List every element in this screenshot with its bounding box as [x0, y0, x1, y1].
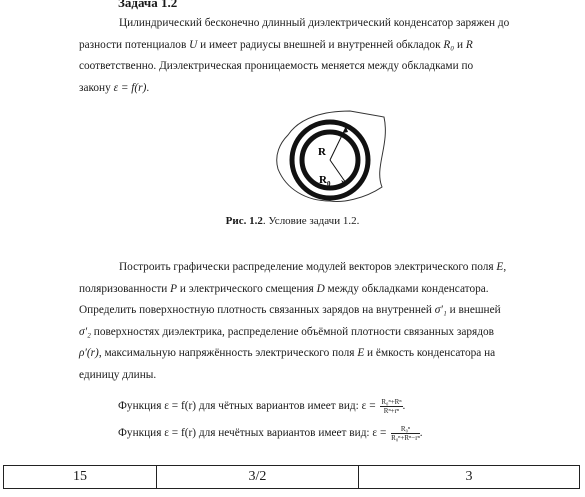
table-cell-n: 3 — [465, 469, 473, 484]
problem-title: Задача 1.2 — [118, 0, 178, 10]
problem-statement: Цилиндрический бесконечно длинный диэлектрический конденсатор заряжен до разности потенциалов U и имеет радиусы внешней и внутренней обкладок R₀ и R соответственно. Диэлектрическая проницаемость меняется между обкладками по закону ε = f(r). — [79, 17, 510, 94]
label-R: R — [318, 146, 326, 158]
label-R0: R — [319, 174, 327, 186]
label-R0-subscript: 0 — [327, 180, 331, 188]
radius-R0-arrow — [330, 160, 346, 183]
task-statement: Построить графически распределение модулей векторов электрического поля E, поляризованности P и электрического смещения D между обкладками конденсатора. Определить поверхностную плотность связанных зарядов на внутренней σ′₁ и внешней σ′₂ поверхностях диэлектрика, распределение объёмной плотности связанных зарядов ρ′(r), максимальную напряжённость электрического поля E и ёмкость конденсатора на единицу длины. — [79, 261, 507, 381]
formula-even: Функция ε = f(r) для чётных вариантов имеет вид: ε = $\frac{\text{R₀ⁿ+Rⁿ}}{\text{Rⁿ+rⁿ}}$ . — [118, 398, 406, 415]
table-cell-ratio: 3/2 — [157, 466, 359, 488]
figure-caption: Рис. 1.2. Условие задачи 1.2. — [225, 215, 360, 227]
capacitor-figure — [270, 105, 395, 215]
formula-odd: Функция ε = f(r) для нечётных вариантов имеет вид: ε = $\frac{\text{R₀ⁿ}}{\text{R₀ⁿ+Rⁿ−rⁿ}}$ . — [118, 425, 423, 442]
variant-table-row — [3, 465, 580, 489]
table-cell-variant: 15 — [4, 466, 157, 488]
